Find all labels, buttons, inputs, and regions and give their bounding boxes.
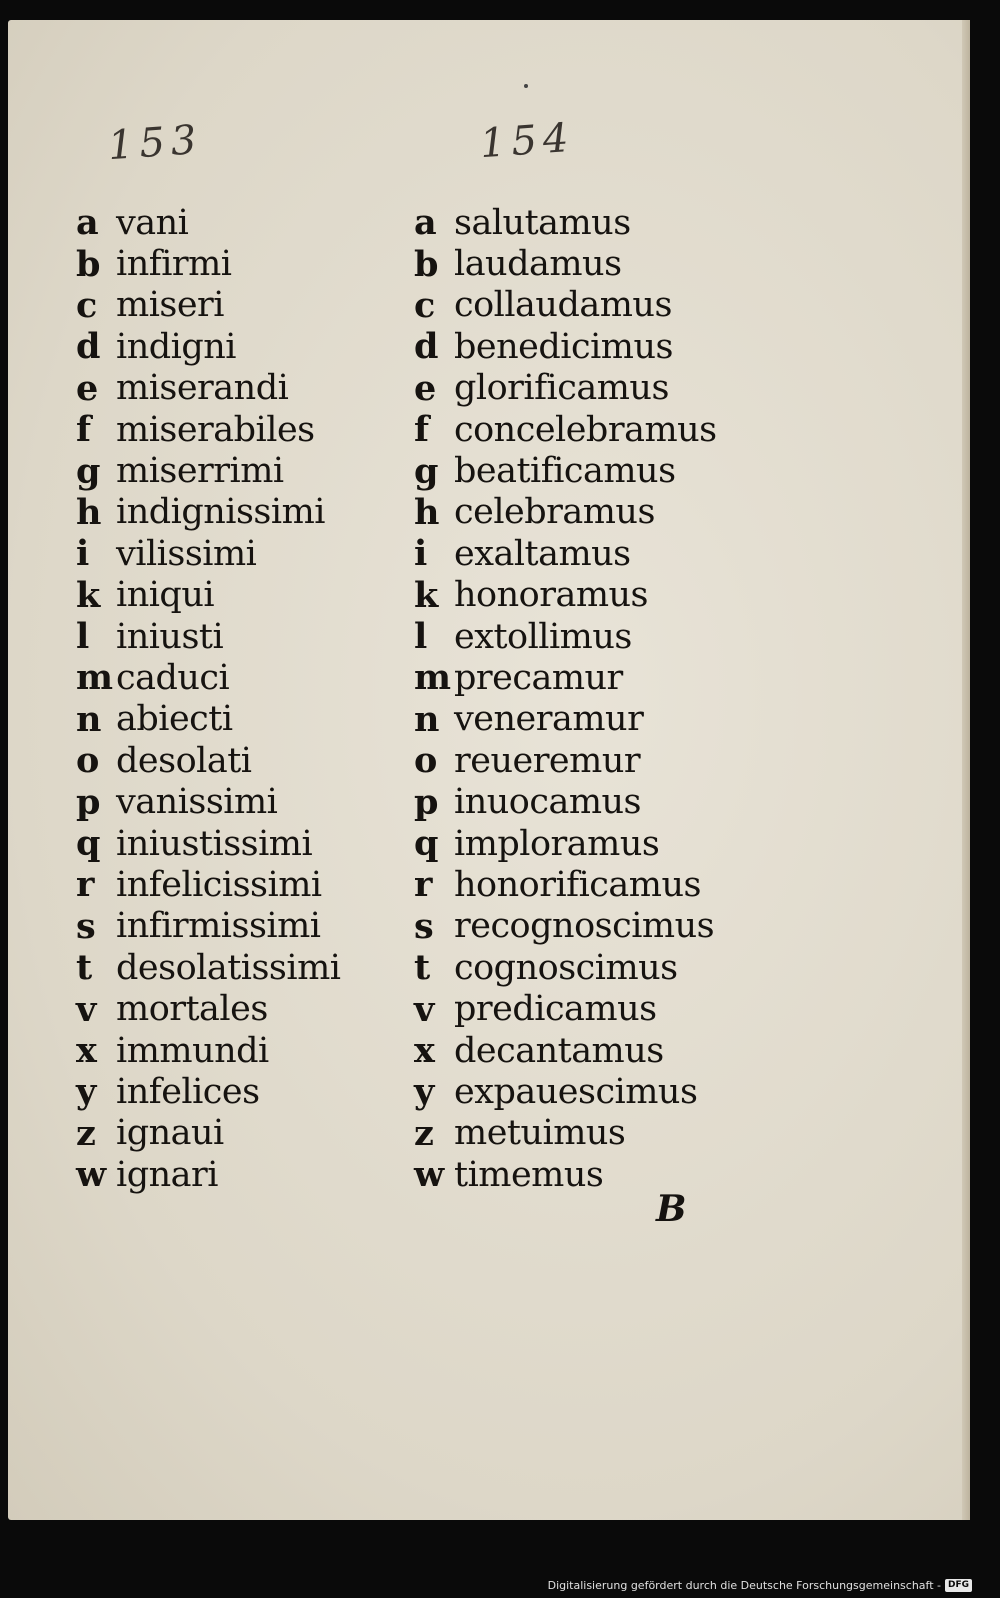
word-entry [414, 202, 717, 243]
entry-letter: x [414, 1030, 435, 1071]
entry-letter: k [76, 574, 100, 616]
entry-letter: g [414, 450, 438, 492]
word-entry [76, 823, 340, 864]
entry-letter: p [76, 781, 100, 823]
entry-word: expauescimus [454, 1071, 698, 1112]
entry-letter: i [414, 533, 427, 575]
entry-word: benedicimus [454, 326, 673, 367]
word-entry [414, 699, 717, 740]
word-entry [414, 1030, 717, 1071]
entry-letter: w [76, 1154, 106, 1196]
word-entry [76, 409, 340, 450]
entry-word: beatificamus [454, 451, 676, 492]
entry-word: inuocamus [454, 782, 642, 823]
entry-letter: a [76, 202, 99, 244]
word-entry [414, 947, 717, 988]
entry-word: iniusti [116, 616, 224, 657]
word-entry [76, 906, 340, 947]
word-entry [414, 616, 717, 657]
entry-word: ignaui [116, 1113, 224, 1154]
entry-word: decantamus [454, 1030, 664, 1071]
entry-letter: l [414, 616, 427, 658]
entry-word: extollimus [454, 616, 632, 657]
word-entry [414, 533, 717, 574]
entry-word: caduci [116, 657, 230, 698]
entry-letter: c [76, 284, 97, 326]
word-entry [414, 368, 717, 409]
entry-letter: y [414, 1071, 434, 1113]
entry-word: vanissimi [116, 782, 278, 823]
entry-word: mortales [116, 989, 268, 1030]
entry-letter: n [414, 698, 439, 740]
word-entry [414, 243, 717, 284]
word-entry [414, 409, 717, 450]
folio-number-right: 154 [478, 114, 576, 168]
word-entry [76, 285, 340, 326]
entry-letter: a [414, 202, 437, 244]
word-entry [414, 285, 717, 326]
word-entry [76, 1030, 340, 1071]
entry-word: salutamus [454, 202, 631, 243]
entry-letter: e [414, 367, 436, 409]
entry-word: abiecti [116, 699, 233, 740]
entry-letter: o [76, 740, 99, 782]
word-entry [76, 1113, 340, 1154]
entry-word: collaudamus [454, 285, 672, 326]
entry-letter: d [414, 326, 438, 368]
word-entry [76, 492, 340, 533]
entry-word: miserrimi [116, 451, 284, 492]
entry-letter: s [414, 905, 434, 947]
entry-word: veneramur [454, 699, 644, 740]
left-word-column [76, 202, 340, 1195]
entry-word: indignissimi [116, 492, 325, 533]
entry-letter: g [76, 450, 100, 492]
page-edge [962, 20, 970, 1520]
entry-letter: o [414, 740, 437, 782]
entry-letter: s [76, 905, 96, 947]
entry-word: recognoscimus [454, 906, 715, 947]
entry-letter: v [76, 988, 96, 1030]
entry-word: concelebramus [454, 409, 717, 450]
word-entry [414, 657, 717, 698]
entry-letter: z [414, 1112, 434, 1154]
entry-letter: c [414, 284, 435, 326]
entry-word: metuimus [454, 1113, 626, 1154]
word-entry [414, 781, 717, 822]
entry-word: vani [116, 202, 189, 243]
word-entry [76, 988, 340, 1029]
entry-word: cognoscimus [454, 947, 678, 988]
ink-dot [524, 84, 528, 88]
word-entry [76, 864, 340, 905]
word-entry [414, 1113, 717, 1154]
entry-word: infelices [116, 1071, 260, 1112]
word-entry [414, 450, 717, 491]
entry-word: laudamus [454, 244, 622, 285]
word-entry [76, 368, 340, 409]
entry-letter: t [414, 947, 430, 989]
entry-letter: h [76, 491, 101, 533]
word-entry [76, 947, 340, 988]
word-entry [76, 657, 340, 698]
entry-letter: b [414, 243, 438, 285]
entry-letter: e [76, 367, 98, 409]
word-entry [414, 906, 717, 947]
entry-word: iniustissimi [116, 823, 313, 864]
entry-word: infelicissimi [116, 864, 322, 905]
entry-letter: v [414, 988, 434, 1030]
word-entry [76, 616, 340, 657]
entry-letter: r [76, 864, 94, 906]
entry-word: infirmi [116, 244, 232, 285]
entry-word: glorificamus [454, 368, 669, 409]
word-entry [76, 202, 340, 243]
entry-letter: q [414, 823, 438, 865]
entry-word: infirmissimi [116, 906, 321, 947]
word-entry [76, 781, 340, 822]
word-entry [414, 988, 717, 1029]
word-entry [76, 699, 340, 740]
word-entry [76, 450, 340, 491]
entry-letter: q [76, 823, 100, 865]
entry-letter: p [414, 781, 438, 823]
entry-word: desolati [116, 740, 252, 781]
entry-letter: l [76, 616, 89, 658]
entry-word: miserandi [116, 368, 289, 409]
entry-word: reueremur [454, 740, 641, 781]
entry-letter: i [76, 533, 89, 575]
word-entry [414, 492, 717, 533]
entry-word: immundi [116, 1030, 269, 1071]
funding-credit: Digitalisierung gefördert durch die Deutsche Forschungsgemeinschaft - [547, 1579, 941, 1592]
dfg-logo: DFG [945, 1579, 972, 1592]
word-entry [76, 326, 340, 367]
entry-word: timemus [454, 1154, 604, 1195]
entry-word: exaltamus [454, 533, 631, 574]
entry-letter: t [76, 947, 92, 989]
entry-word: honoramus [454, 575, 649, 616]
entry-letter: b [76, 243, 100, 285]
right-word-column [414, 202, 717, 1195]
entry-word: iniqui [116, 575, 215, 616]
word-entry [76, 1154, 340, 1195]
entry-word: miseri [116, 285, 224, 326]
word-entry [414, 740, 717, 781]
entry-word: miserabiles [116, 409, 315, 450]
entry-word: indigni [116, 326, 236, 367]
word-entry [414, 575, 717, 616]
entry-letter: x [76, 1030, 97, 1071]
word-entry [76, 533, 340, 574]
book-page [8, 20, 970, 1520]
entry-letter: h [414, 491, 439, 533]
entry-letter: z [76, 1112, 96, 1154]
word-entry [414, 1071, 717, 1112]
entry-letter: m [414, 657, 451, 699]
entry-letter: y [76, 1071, 96, 1113]
entry-word: precamur [454, 657, 623, 698]
entry-letter: f [76, 409, 91, 451]
folio-number-left: 153 [106, 116, 204, 170]
word-entry [76, 243, 340, 284]
word-entry [414, 823, 717, 864]
entry-word: ignari [116, 1154, 218, 1195]
entry-word: honorificamus [454, 864, 701, 905]
word-entry [76, 575, 340, 616]
digitization-footer [548, 1579, 972, 1592]
entry-letter: f [414, 409, 429, 451]
entry-word: imploramus [454, 823, 660, 864]
word-entry [414, 864, 717, 905]
entry-word: predicamus [454, 989, 657, 1030]
word-entry [414, 326, 717, 367]
word-entry [76, 1071, 340, 1112]
entry-letter: w [414, 1154, 444, 1196]
entry-word: vilissimi [116, 533, 257, 574]
entry-letter: r [414, 864, 432, 906]
catchword: B [656, 1188, 687, 1230]
entry-letter: k [414, 574, 438, 616]
entry-word: celebramus [454, 492, 655, 533]
word-entry [76, 740, 340, 781]
entry-letter: d [76, 326, 100, 368]
entry-letter: m [76, 657, 113, 699]
entry-letter: n [76, 698, 101, 740]
entry-word: desolatissimi [116, 947, 341, 988]
